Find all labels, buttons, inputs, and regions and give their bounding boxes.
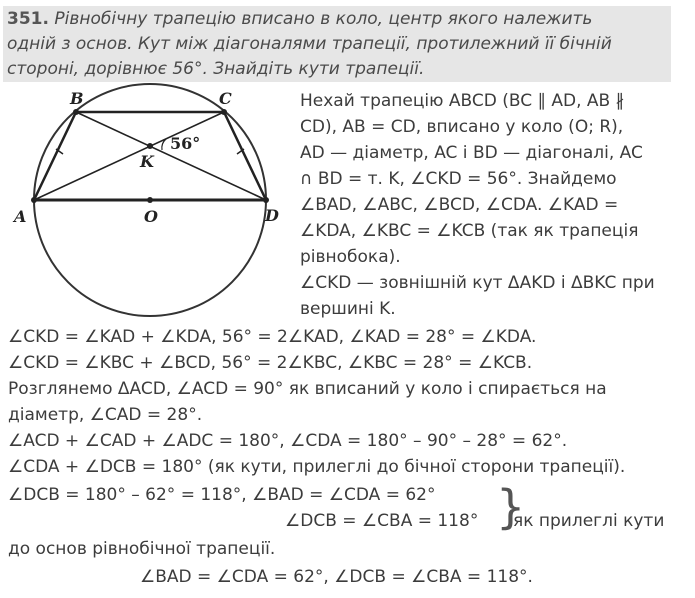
answer-line: ∠BAD = ∠CDA = 62°, ∠DCB = ∠CBA = 118°. [140,567,533,587]
solution-line-12: Розглянемо ΔACD, ∠ACD = 90° як вписаний у коло і спирається на [8,379,607,399]
solution-line-18: до основ рівнобічної трапеції. [8,539,276,559]
point-a [31,197,37,203]
label-c: C [219,89,232,108]
solution-line-7: рівнобока). [300,247,401,267]
solution-line-17: ∠DCB = ∠CBA = 118° [285,511,479,531]
problem-line-1: 351. Рівнобічну трапецію вписано в коло, центр якого належить [7,9,593,29]
label-b: B [70,89,84,108]
point-k [147,143,153,149]
trapezoid-figure [0,80,296,330]
angle-label: 56° [170,134,201,153]
problem-number: 351. [7,9,49,29]
solution-line-9: вершині K. [300,299,396,319]
point-d [263,197,269,203]
solution-line-13: діаметр, ∠CAD = 28°. [8,405,203,425]
solution-line-16: ∠DCB = 180° – 62° = 118°, ∠BAD = ∠CDA = 62° [8,485,436,505]
solution-line-3: AD — діаметр, AC і BD — діагоналі, AC [300,143,643,163]
label-a: A [14,207,27,226]
point-c [221,109,227,115]
solution-line-4: ∩ BD = т. K, ∠CKD = 56°. Знайдемо [300,169,617,189]
solution-line-8: ∠CKD — зовнішній кут ΔAKD і ΔBKC при [300,273,655,293]
point-b [73,109,79,115]
solution-line-1: Нехай трапецію ABCD (BC ∥ AD, AB ∦ [300,91,625,111]
figure-svg [0,80,296,330]
curly-brace: } [496,480,526,534]
solution-line-15: ∠CDA + ∠DCB = 180° (як кути, прилеглі до бічної сторони трапеції). [8,457,626,477]
solution-line-11: ∠CKD = ∠KBC + ∠BCD, 56° = 2∠KBC, ∠KBC = 28° = ∠KCB. [8,353,533,373]
solution-line-10: ∠CKD = ∠KAD + ∠KDA, 56° = 2∠KAD, ∠KAD = 28° = ∠KDA. [8,327,537,347]
problem-line-2: одній з основ. Кут між діагоналями трапеції, протилежний її бічній [7,34,612,54]
solution-line-14: ∠ACD + ∠CAD + ∠ADC = 180°, ∠CDA = 180° – 90° – 28° = 62°. [8,431,568,451]
label-d: D [265,206,279,225]
solution-line-2: CD), AB = CD, вписано у коло (O; R), [300,117,624,137]
problem-line-3: стороні, дорівнює 56°. Знайдіть кути трапеції. [7,59,425,79]
label-o: O [144,207,158,226]
point-o [147,197,153,203]
solution-note: як прилеглі кути [513,511,665,531]
solution-line-6: ∠KDA, ∠KBC = ∠KCB (так як трапеція [300,221,639,241]
label-k: K [140,152,154,171]
solution-line-5: ∠BAD, ∠ABC, ∠BCD, ∠CDA. ∠KAD = [300,195,619,215]
